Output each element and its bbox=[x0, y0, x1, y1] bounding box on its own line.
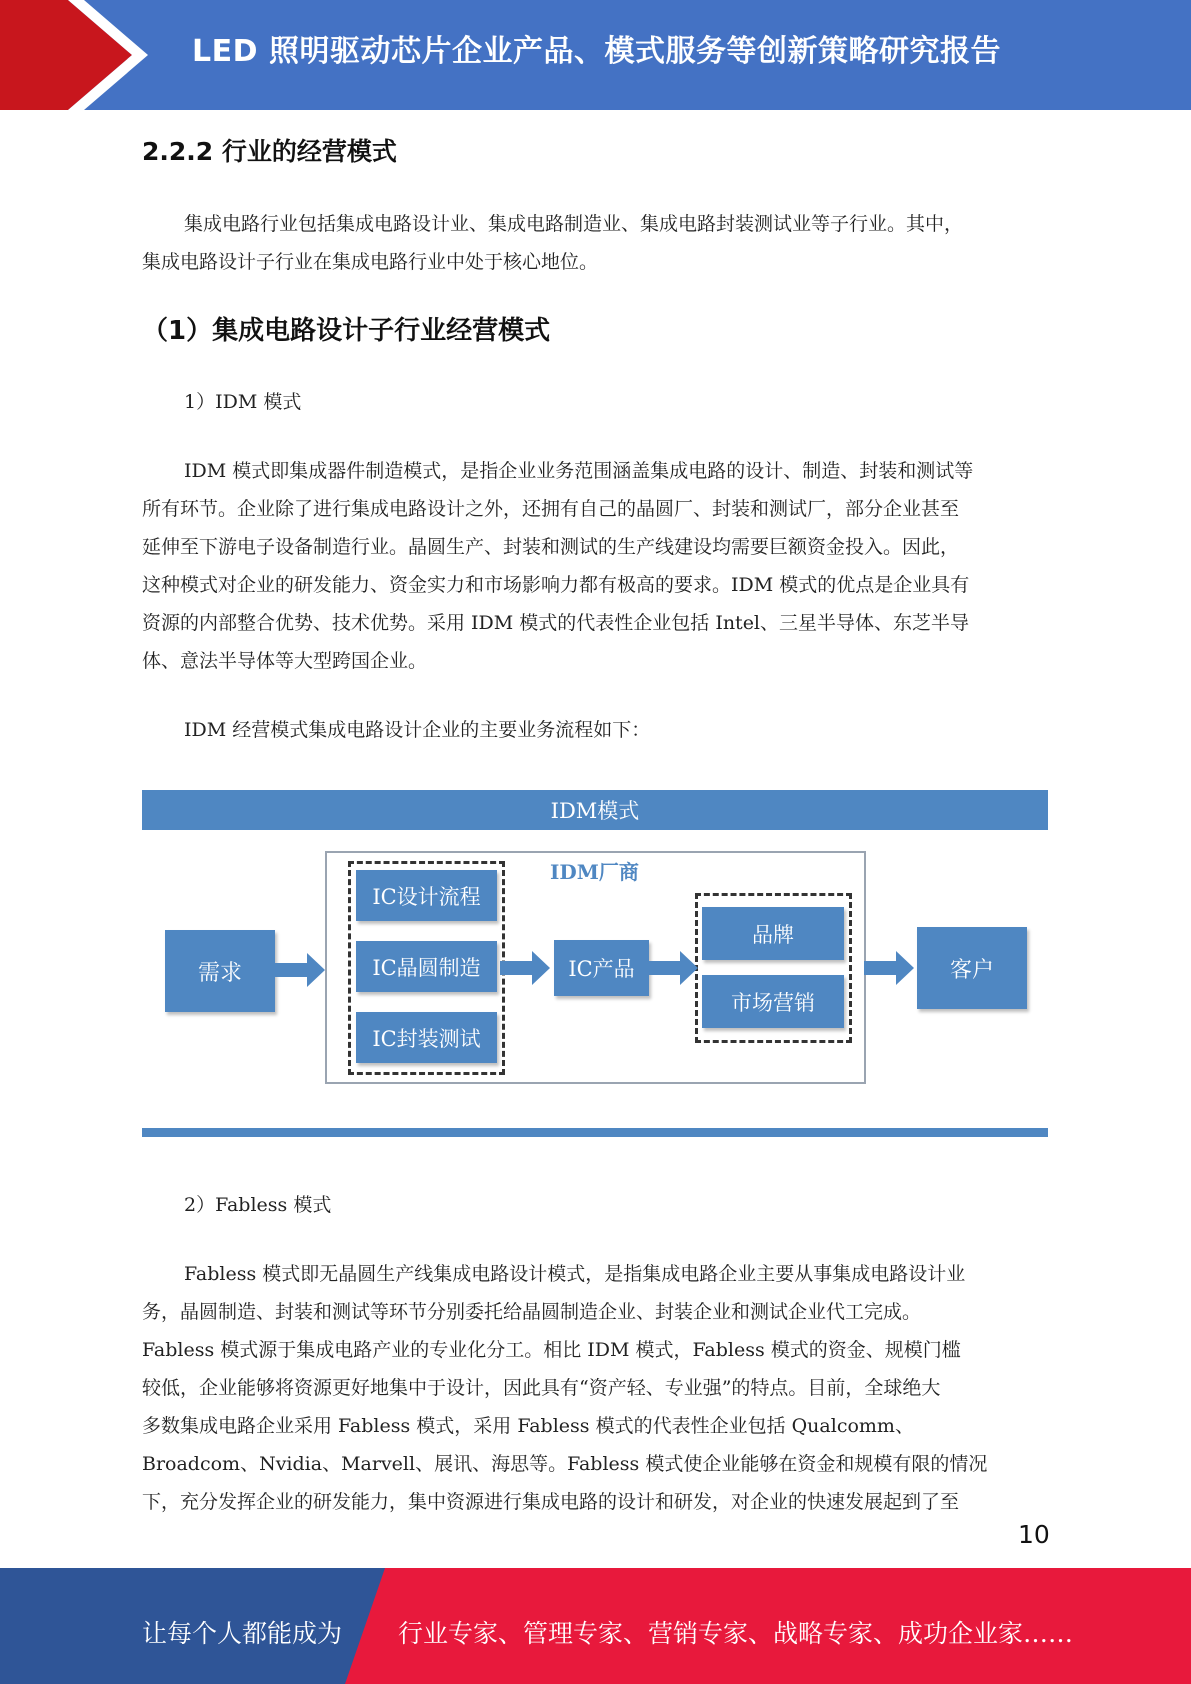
footer-slogan-right: 行业专家、管理专家、营销专家、战略专家、成功企业家…… bbox=[398, 1619, 1074, 1648]
page-number: 10 bbox=[1018, 1520, 1050, 1549]
ic-wafer-block: IC晶圆制造 bbox=[356, 941, 497, 992]
paragraph-line: 资源的内部整合优势、技术优势。采用 IDM 模式的代表性企业包括 Intel、三星半导体、东芝半导 bbox=[142, 612, 970, 634]
paragraph-line: 多数集成电路企业采用 Fabless 模式，采用 Fabless 模式的代表性企业包括 Qualcomm、 bbox=[142, 1415, 914, 1437]
marketing-block: 市场营销 bbox=[702, 975, 844, 1028]
diagram-bottom-bar bbox=[142, 1128, 1048, 1137]
paragraph-line: 务，晶圆制造、封装和测试等环节分别委托给晶圆制造企业、封装企业和测试企业代工完成。 bbox=[142, 1301, 922, 1323]
brand-block: 品牌 bbox=[702, 907, 844, 960]
paragraph-line: 较低，企业能够将资源更好地集中于设计，因此具有“资产轻、专业强”的特点。目前，全球绝大 bbox=[142, 1377, 941, 1399]
idm-flow-diagram bbox=[142, 790, 1048, 1140]
paragraph-line: 体、意法半导体等大型跨国企业。 bbox=[142, 650, 428, 672]
demand-block: 需求 bbox=[165, 930, 275, 1012]
paragraph-line: 集成电路行业包括集成电路设计业、集成电路制造业、集成电路封装测试业等子行业。其中， bbox=[184, 213, 964, 235]
arrow-right-icon bbox=[864, 951, 916, 985]
page-header bbox=[0, 0, 1191, 110]
fabless-paragraph bbox=[142, 1255, 1047, 1539]
paragraph-line: Broadcom、Nvidia、Marvell、展讯、海思等。Fabless 模式使企业能够在资金和规模有限的情况 bbox=[142, 1453, 988, 1475]
paragraph-line: 下，充分发挥企业的研发能力，集中资源进行集成电路的设计和研发，对企业的快速发展起到了至 bbox=[142, 1491, 960, 1513]
paragraph-line: Fabless 模式即无晶圆生产线集成电路设计模式，是指集成电路企业主要从事集成电路设计业 bbox=[184, 1263, 966, 1285]
ic-package-block: IC封装测试 bbox=[356, 1012, 497, 1063]
idm-vendor-label: IDM厂商 bbox=[550, 860, 639, 884]
idm-flow-intro: IDM 经营模式集成电路设计企业的主要业务流程如下： bbox=[184, 719, 651, 741]
paragraph-line: IDM 模式即集成器件制造模式，是指企业业务范围涵盖集成电路的设计、制造、封装和测试等 bbox=[184, 460, 974, 482]
paragraph-line: Fabless 模式源于集成电路产业的专业化分工。相比 IDM 模式，Fabless 模式的资金、规模门槛 bbox=[142, 1339, 961, 1361]
arrow-right-icon bbox=[275, 953, 327, 987]
diagram-title-bar: IDM模式 bbox=[142, 790, 1048, 830]
ic-design-block: IC设计流程 bbox=[356, 870, 497, 921]
footer-slogan-left: 让每个人都能成为 bbox=[142, 1619, 343, 1648]
paragraph-line: 延伸至下游电子设备制造行业。晶圆生产、封装和测试的生产线建设均需要巨额资金投入。因此， bbox=[142, 536, 960, 558]
section-heading: 2.2.2 行业的经营模式 bbox=[142, 137, 397, 166]
fabless-title: 2）Fabless 模式 bbox=[184, 1194, 332, 1216]
arrow-right-icon bbox=[500, 951, 552, 985]
subsection-heading: （1）集成电路设计子行业经营模式 bbox=[142, 316, 551, 346]
header-arrow-accent bbox=[0, 0, 160, 110]
paragraph-line: 这种模式对企业的研发能力、资金实力和市场影响力都有极高的要求。IDM 模式的优点是企业具有 bbox=[142, 574, 970, 596]
arrow-right-icon bbox=[648, 951, 700, 985]
ic-product-block: IC产品 bbox=[554, 940, 649, 996]
idm-paragraph bbox=[142, 452, 1047, 680]
page-footer bbox=[0, 1568, 1191, 1684]
intro-paragraph bbox=[142, 205, 1047, 281]
customer-block: 客户 bbox=[917, 927, 1027, 1009]
idm-title: 1）IDM 模式 bbox=[184, 391, 302, 413]
paragraph-line: 集成电路设计子行业在集成电路行业中处于核心地位。 bbox=[142, 251, 599, 273]
report-title: LED 照明驱动芯片企业产品、模式服务等创新策略研究报告 bbox=[192, 34, 1001, 69]
paragraph-line: 所有环节。企业除了进行集成电路设计之外，还拥有自己的晶圆厂、封装和测试厂，部分企业甚至 bbox=[142, 498, 960, 520]
